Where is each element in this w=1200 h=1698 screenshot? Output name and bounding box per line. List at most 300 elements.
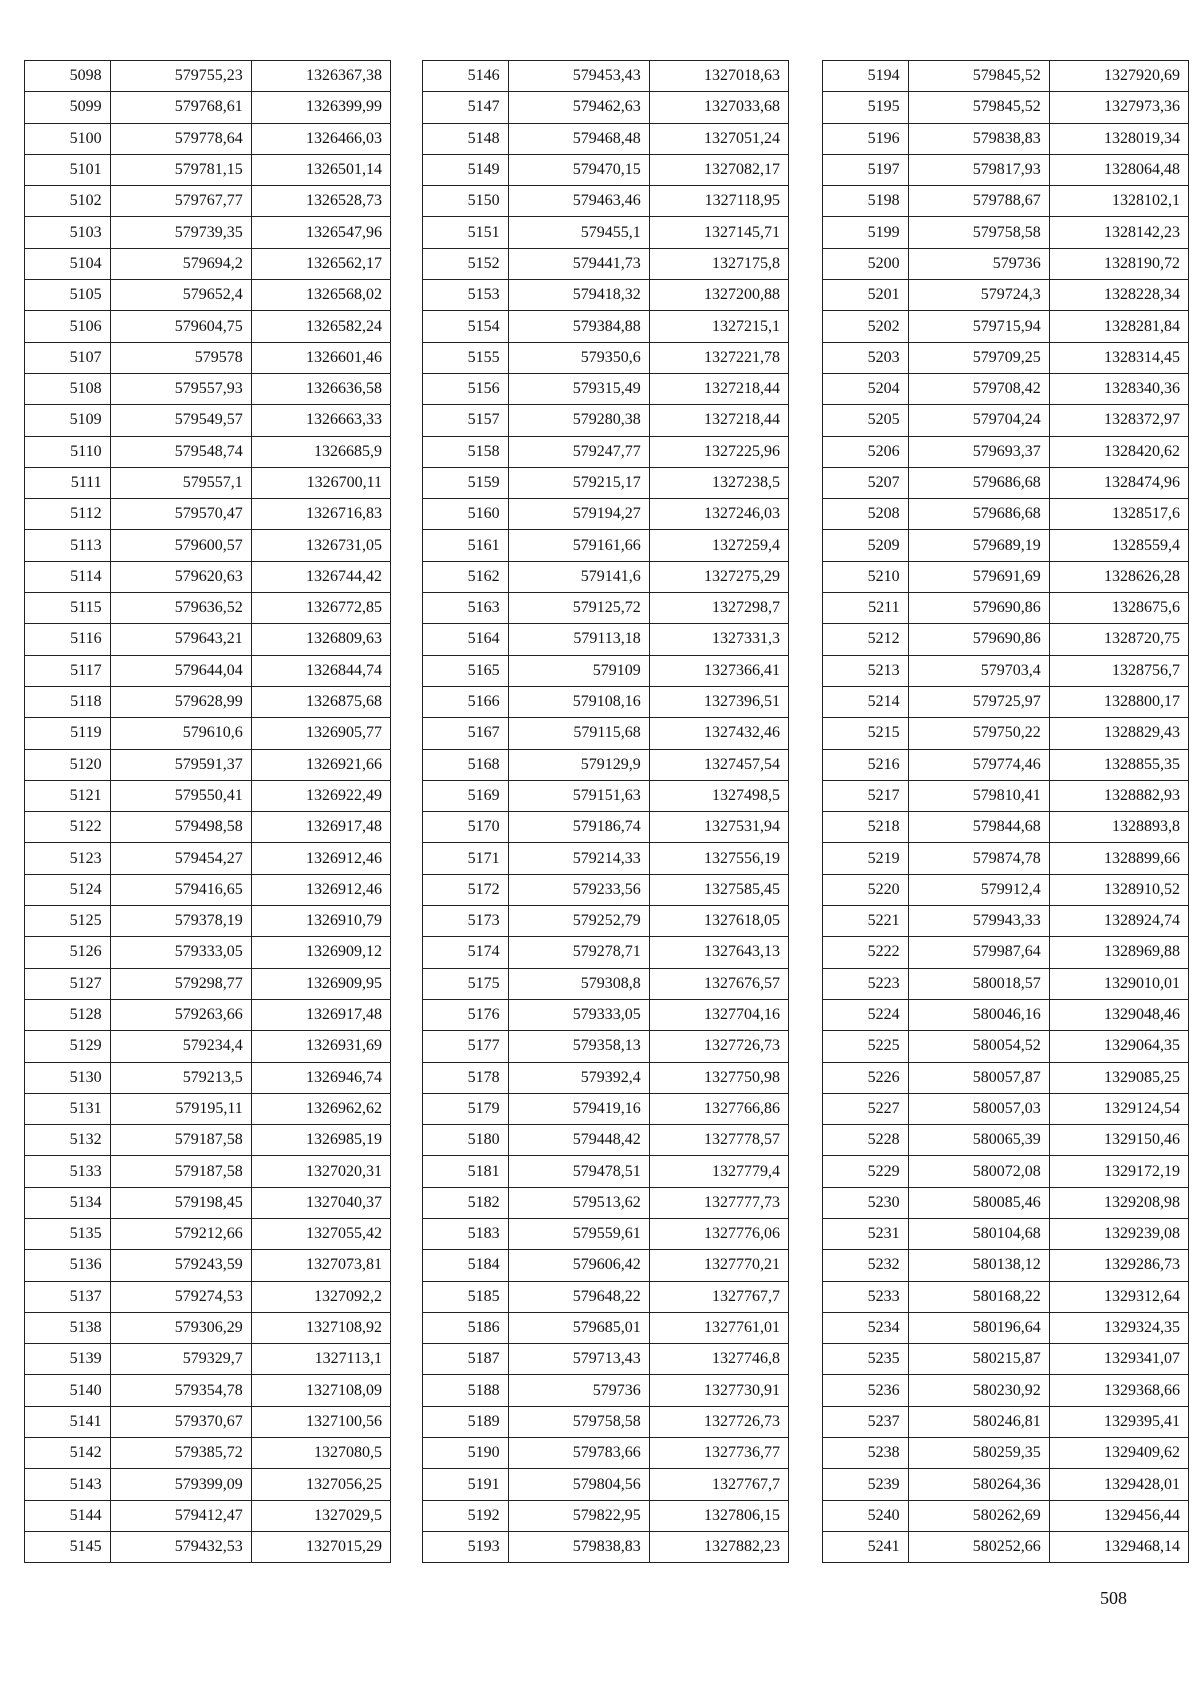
x-coordinate-cell: 579690,86 [908, 593, 1049, 624]
x-coordinate-cell: 579468,48 [508, 123, 649, 154]
x-coordinate-cell: 579557,93 [110, 373, 251, 404]
table-row [25, 373, 391, 404]
table-row [25, 530, 391, 561]
x-coordinate-cell: 579215,17 [508, 467, 649, 498]
point-number-cell: 5183 [423, 1218, 509, 1249]
table-row [423, 1031, 789, 1062]
x-coordinate-cell: 579783,66 [508, 1438, 649, 1469]
x-coordinate-cell: 579570,47 [110, 499, 251, 530]
x-coordinate-cell: 580046,16 [908, 999, 1049, 1030]
table-row [823, 1218, 1189, 1249]
point-number-cell: 5211 [823, 593, 909, 624]
table-row [25, 280, 391, 311]
point-number-cell: 5225 [823, 1031, 909, 1062]
point-number-cell: 5185 [423, 1281, 509, 1312]
y-coordinate-cell: 1328910,52 [1049, 874, 1188, 905]
table-row [823, 154, 1189, 185]
point-number-cell: 5175 [423, 968, 509, 999]
table-row [25, 123, 391, 154]
point-number-cell: 5136 [25, 1250, 111, 1281]
point-number-cell: 5107 [25, 342, 111, 373]
point-number-cell: 5103 [25, 217, 111, 248]
y-coordinate-cell: 1327585,45 [649, 874, 788, 905]
coordinates-table-2 [422, 60, 789, 1563]
x-coordinate-cell: 579750,22 [908, 718, 1049, 749]
point-number-cell: 5194 [823, 61, 909, 92]
table-row [823, 1187, 1189, 1218]
y-coordinate-cell: 1329428,01 [1049, 1469, 1188, 1500]
point-number-cell: 5233 [823, 1281, 909, 1312]
table-row [423, 1281, 789, 1312]
y-coordinate-cell: 1328675,6 [1049, 593, 1188, 624]
point-number-cell: 5230 [823, 1187, 909, 1218]
table-row [423, 593, 789, 624]
y-coordinate-cell: 1328924,74 [1049, 906, 1188, 937]
x-coordinate-cell: 580054,52 [908, 1031, 1049, 1062]
table-row [823, 1156, 1189, 1187]
table-row [423, 1156, 789, 1187]
point-number-cell: 5148 [423, 123, 509, 154]
point-number-cell: 5167 [423, 718, 509, 749]
y-coordinate-cell: 1328756,7 [1049, 655, 1188, 686]
y-coordinate-cell: 1328228,34 [1049, 280, 1188, 311]
point-number-cell: 5151 [423, 217, 509, 248]
table-row [423, 1438, 789, 1469]
y-coordinate-cell: 1328899,66 [1049, 843, 1188, 874]
y-coordinate-cell: 1327029,5 [251, 1500, 390, 1531]
point-number-cell: 5213 [823, 655, 909, 686]
point-number-cell: 5178 [423, 1062, 509, 1093]
y-coordinate-cell: 1327366,41 [649, 655, 788, 686]
point-number-cell: 5121 [25, 780, 111, 811]
point-number-cell: 5216 [823, 749, 909, 780]
table-row [423, 436, 789, 467]
point-number-cell: 5131 [25, 1093, 111, 1124]
x-coordinate-cell: 579713,43 [508, 1344, 649, 1375]
x-coordinate-cell: 579252,79 [508, 906, 649, 937]
y-coordinate-cell: 1328829,43 [1049, 718, 1188, 749]
table-row [823, 1031, 1189, 1062]
point-number-cell: 5193 [423, 1531, 509, 1562]
y-coordinate-cell: 1329064,35 [1049, 1031, 1188, 1062]
point-number-cell: 5192 [423, 1500, 509, 1531]
y-coordinate-cell: 1327200,88 [649, 280, 788, 311]
x-coordinate-cell: 579195,11 [110, 1093, 251, 1124]
y-coordinate-cell: 1329456,44 [1049, 1500, 1188, 1531]
y-coordinate-cell: 1327225,96 [649, 436, 788, 467]
point-number-cell: 5226 [823, 1062, 909, 1093]
table-row [823, 749, 1189, 780]
table-row [25, 968, 391, 999]
table-row [423, 1250, 789, 1281]
point-number-cell: 5158 [423, 436, 509, 467]
x-coordinate-cell: 580230,92 [908, 1375, 1049, 1406]
y-coordinate-cell: 1326912,46 [251, 874, 390, 905]
y-coordinate-cell: 1326962,62 [251, 1093, 390, 1124]
x-coordinate-cell: 579470,15 [508, 154, 649, 185]
x-coordinate-cell: 579636,52 [110, 593, 251, 624]
x-coordinate-cell: 579943,33 [908, 906, 1049, 937]
table-row [423, 1406, 789, 1437]
y-coordinate-cell: 1326875,68 [251, 686, 390, 717]
point-number-cell: 5142 [25, 1438, 111, 1469]
y-coordinate-cell: 1327082,17 [649, 154, 788, 185]
x-coordinate-cell: 579151,63 [508, 780, 649, 811]
x-coordinate-cell: 579329,7 [110, 1344, 251, 1375]
point-number-cell: 5191 [423, 1469, 509, 1500]
y-coordinate-cell: 1328190,72 [1049, 248, 1188, 279]
x-coordinate-cell: 579161,66 [508, 530, 649, 561]
x-coordinate-cell: 580196,64 [908, 1312, 1049, 1343]
x-coordinate-cell: 579274,53 [110, 1281, 251, 1312]
y-coordinate-cell: 1327056,25 [251, 1469, 390, 1500]
point-number-cell: 5147 [423, 92, 509, 123]
y-coordinate-cell: 1327746,8 [649, 1344, 788, 1375]
y-coordinate-cell: 1327118,95 [649, 186, 788, 217]
table-row [823, 874, 1189, 905]
y-coordinate-cell: 1328064,48 [1049, 154, 1188, 185]
table-row [823, 1500, 1189, 1531]
point-number-cell: 5239 [823, 1469, 909, 1500]
table-row [823, 373, 1189, 404]
y-coordinate-cell: 1327073,81 [251, 1250, 390, 1281]
y-coordinate-cell: 1326946,74 [251, 1062, 390, 1093]
point-number-cell: 5240 [823, 1500, 909, 1531]
point-number-cell: 5165 [423, 655, 509, 686]
y-coordinate-cell: 1326562,17 [251, 248, 390, 279]
x-coordinate-cell: 579370,67 [110, 1406, 251, 1437]
y-coordinate-cell: 1327770,21 [649, 1250, 788, 1281]
x-coordinate-cell: 580057,03 [908, 1093, 1049, 1124]
table-row [823, 1281, 1189, 1312]
y-coordinate-cell: 1327020,31 [251, 1156, 390, 1187]
y-coordinate-cell: 1327108,92 [251, 1312, 390, 1343]
x-coordinate-cell: 579453,43 [508, 61, 649, 92]
point-number-cell: 5196 [823, 123, 909, 154]
y-coordinate-cell: 1326910,79 [251, 906, 390, 937]
point-number-cell: 5229 [823, 1156, 909, 1187]
table-row [823, 843, 1189, 874]
point-number-cell: 5102 [25, 186, 111, 217]
y-coordinate-cell: 1327218,44 [649, 405, 788, 436]
table-row [823, 906, 1189, 937]
table-row [25, 1250, 391, 1281]
x-coordinate-cell: 579263,66 [110, 999, 251, 1030]
table-row [25, 874, 391, 905]
table-row [423, 186, 789, 217]
x-coordinate-cell: 579399,09 [110, 1469, 251, 1500]
y-coordinate-cell: 1329208,98 [1049, 1187, 1188, 1218]
point-number-cell: 5169 [423, 780, 509, 811]
y-coordinate-cell: 1327778,57 [649, 1125, 788, 1156]
x-coordinate-cell: 579308,8 [508, 968, 649, 999]
point-number-cell: 5172 [423, 874, 509, 905]
point-number-cell: 5132 [25, 1125, 111, 1156]
x-coordinate-cell: 579513,62 [508, 1187, 649, 1218]
page-number: 508 [1100, 1588, 1127, 1608]
x-coordinate-cell: 579233,56 [508, 874, 649, 905]
y-coordinate-cell: 1326685,9 [251, 436, 390, 467]
x-coordinate-cell: 579478,51 [508, 1156, 649, 1187]
point-number-cell: 5197 [823, 154, 909, 185]
x-coordinate-cell: 579844,68 [908, 812, 1049, 843]
point-number-cell: 5122 [25, 812, 111, 843]
table-row [823, 718, 1189, 749]
x-coordinate-cell: 579694,2 [110, 248, 251, 279]
y-coordinate-cell: 1327108,09 [251, 1375, 390, 1406]
x-coordinate-cell: 579354,78 [110, 1375, 251, 1406]
table-row [25, 1125, 391, 1156]
table-row [823, 311, 1189, 342]
table-row [823, 1438, 1189, 1469]
y-coordinate-cell: 1329239,08 [1049, 1218, 1188, 1249]
table-row [25, 1093, 391, 1124]
y-coordinate-cell: 1327015,29 [251, 1531, 390, 1562]
table-row [423, 686, 789, 717]
y-coordinate-cell: 1328340,36 [1049, 373, 1188, 404]
table-row [823, 248, 1189, 279]
x-coordinate-cell: 579788,67 [908, 186, 1049, 217]
table-row [823, 1531, 1189, 1562]
point-number-cell: 5100 [25, 123, 111, 154]
x-coordinate-cell: 580252,66 [908, 1531, 1049, 1562]
x-coordinate-cell: 579685,01 [508, 1312, 649, 1343]
table-row [25, 1187, 391, 1218]
point-number-cell: 5124 [25, 874, 111, 905]
table-row [423, 968, 789, 999]
coordinates-table-1 [24, 60, 391, 1563]
x-coordinate-cell: 580168,22 [908, 1281, 1049, 1312]
table-row [25, 1156, 391, 1187]
x-coordinate-cell: 579463,46 [508, 186, 649, 217]
point-number-cell: 5144 [25, 1500, 111, 1531]
y-coordinate-cell: 1327246,03 [649, 499, 788, 530]
y-coordinate-cell: 1326917,48 [251, 999, 390, 1030]
x-coordinate-cell: 579315,49 [508, 373, 649, 404]
x-coordinate-cell: 579691,69 [908, 561, 1049, 592]
x-coordinate-cell: 579333,05 [110, 937, 251, 968]
point-number-cell: 5223 [823, 968, 909, 999]
x-coordinate-cell: 579198,45 [110, 1187, 251, 1218]
table-row [423, 280, 789, 311]
y-coordinate-cell: 1327766,86 [649, 1093, 788, 1124]
y-coordinate-cell: 1329341,07 [1049, 1344, 1188, 1375]
point-number-cell: 5214 [823, 686, 909, 717]
table-row [823, 1125, 1189, 1156]
table-row [823, 92, 1189, 123]
x-coordinate-cell: 580072,08 [908, 1156, 1049, 1187]
point-number-cell: 5174 [423, 937, 509, 968]
table-row [423, 342, 789, 373]
table-row [823, 217, 1189, 248]
point-number-cell: 5154 [423, 311, 509, 342]
table-row [25, 1438, 391, 1469]
y-coordinate-cell: 1326905,77 [251, 718, 390, 749]
point-number-cell: 5187 [423, 1344, 509, 1375]
table-row [823, 1250, 1189, 1281]
y-coordinate-cell: 1328474,96 [1049, 467, 1188, 498]
point-number-cell: 5145 [25, 1531, 111, 1562]
y-coordinate-cell: 1326700,11 [251, 467, 390, 498]
y-coordinate-cell: 1326663,33 [251, 405, 390, 436]
x-coordinate-cell: 579392,4 [508, 1062, 649, 1093]
point-number-cell: 5210 [823, 561, 909, 592]
x-coordinate-cell: 579462,63 [508, 92, 649, 123]
point-number-cell: 5108 [25, 373, 111, 404]
point-number-cell: 5140 [25, 1375, 111, 1406]
table-row [823, 1093, 1189, 1124]
y-coordinate-cell: 1327750,98 [649, 1062, 788, 1093]
point-number-cell: 5221 [823, 906, 909, 937]
table-row [423, 655, 789, 686]
point-number-cell: 5146 [423, 61, 509, 92]
x-coordinate-cell: 580259,35 [908, 1438, 1049, 1469]
y-coordinate-cell: 1327238,5 [649, 467, 788, 498]
table-row [25, 436, 391, 467]
table-row [423, 999, 789, 1030]
x-coordinate-cell: 579441,73 [508, 248, 649, 279]
point-number-cell: 5171 [423, 843, 509, 874]
table-row [823, 937, 1189, 968]
point-number-cell: 5237 [823, 1406, 909, 1437]
table-row [823, 530, 1189, 561]
y-coordinate-cell: 1327396,51 [649, 686, 788, 717]
table-row [25, 999, 391, 1030]
x-coordinate-cell: 579455,1 [508, 217, 649, 248]
y-coordinate-cell: 1327776,06 [649, 1218, 788, 1249]
table-row [423, 123, 789, 154]
point-number-cell: 5139 [25, 1344, 111, 1375]
y-coordinate-cell: 1327618,05 [649, 906, 788, 937]
y-coordinate-cell: 1327033,68 [649, 92, 788, 123]
table-row [823, 999, 1189, 1030]
y-coordinate-cell: 1328800,17 [1049, 686, 1188, 717]
table-row [423, 1062, 789, 1093]
point-number-cell: 5238 [823, 1438, 909, 1469]
y-coordinate-cell: 1329010,01 [1049, 968, 1188, 999]
table-row [25, 1031, 391, 1062]
point-number-cell: 5227 [823, 1093, 909, 1124]
point-number-cell: 5182 [423, 1187, 509, 1218]
point-number-cell: 5135 [25, 1218, 111, 1249]
y-coordinate-cell: 1326912,46 [251, 843, 390, 874]
point-number-cell: 5143 [25, 1469, 111, 1500]
x-coordinate-cell: 579419,16 [508, 1093, 649, 1124]
x-coordinate-cell: 580018,57 [908, 968, 1049, 999]
point-number-cell: 5129 [25, 1031, 111, 1062]
point-number-cell: 5219 [823, 843, 909, 874]
x-coordinate-cell: 579212,66 [110, 1218, 251, 1249]
y-coordinate-cell: 1327726,73 [649, 1031, 788, 1062]
table-row [423, 1469, 789, 1500]
x-coordinate-cell: 579384,88 [508, 311, 649, 342]
table-row [423, 1312, 789, 1343]
table-row [423, 561, 789, 592]
y-coordinate-cell: 1327726,73 [649, 1406, 788, 1437]
y-coordinate-cell: 1327643,13 [649, 937, 788, 968]
point-number-cell: 5116 [25, 624, 111, 655]
x-coordinate-cell: 580104,68 [908, 1218, 1049, 1249]
table-row [25, 92, 391, 123]
table-row [25, 906, 391, 937]
y-coordinate-cell: 1327331,3 [649, 624, 788, 655]
x-coordinate-cell: 579600,57 [110, 530, 251, 561]
table-row [423, 217, 789, 248]
x-coordinate-cell: 579213,5 [110, 1062, 251, 1093]
x-coordinate-cell: 579109 [508, 655, 649, 686]
x-coordinate-cell: 579186,74 [508, 812, 649, 843]
table-row [423, 1500, 789, 1531]
x-coordinate-cell: 579686,68 [908, 467, 1049, 498]
y-coordinate-cell: 1328893,8 [1049, 812, 1188, 843]
x-coordinate-cell: 580262,69 [908, 1500, 1049, 1531]
table-row [25, 248, 391, 279]
y-coordinate-cell: 1329395,41 [1049, 1406, 1188, 1437]
point-number-cell: 5160 [423, 499, 509, 530]
point-number-cell: 5149 [423, 154, 509, 185]
x-coordinate-cell: 579838,83 [508, 1531, 649, 1562]
x-coordinate-cell: 579378,19 [110, 906, 251, 937]
y-coordinate-cell: 1326909,12 [251, 937, 390, 968]
table-row [25, 154, 391, 185]
x-coordinate-cell: 579412,47 [110, 1500, 251, 1531]
point-number-cell: 5186 [423, 1312, 509, 1343]
table-row [423, 499, 789, 530]
y-coordinate-cell: 1327777,73 [649, 1187, 788, 1218]
point-number-cell: 5234 [823, 1312, 909, 1343]
y-coordinate-cell: 1327051,24 [649, 123, 788, 154]
table-row [423, 311, 789, 342]
y-coordinate-cell: 1326921,66 [251, 749, 390, 780]
y-coordinate-cell: 1326399,99 [251, 92, 390, 123]
table-row [25, 217, 391, 248]
table-row [423, 624, 789, 655]
y-coordinate-cell: 1326528,73 [251, 186, 390, 217]
point-number-cell: 5235 [823, 1344, 909, 1375]
point-number-cell: 5184 [423, 1250, 509, 1281]
y-coordinate-cell: 1327100,56 [251, 1406, 390, 1437]
x-coordinate-cell: 579591,37 [110, 749, 251, 780]
y-coordinate-cell: 1327215,1 [649, 311, 788, 342]
table-row [25, 718, 391, 749]
y-coordinate-cell: 1326547,96 [251, 217, 390, 248]
x-coordinate-cell: 579108,16 [508, 686, 649, 717]
point-number-cell: 5179 [423, 1093, 509, 1124]
point-number-cell: 5217 [823, 780, 909, 811]
table-row [823, 1062, 1189, 1093]
table-row [25, 686, 391, 717]
point-number-cell: 5166 [423, 686, 509, 717]
point-number-cell: 5105 [25, 280, 111, 311]
x-coordinate-cell: 579810,41 [908, 780, 1049, 811]
table-row [423, 467, 789, 498]
table-row [25, 1531, 391, 1562]
x-coordinate-cell: 579113,18 [508, 624, 649, 655]
table-row [823, 280, 1189, 311]
x-coordinate-cell: 579689,19 [908, 530, 1049, 561]
x-coordinate-cell: 579686,68 [908, 499, 1049, 530]
point-number-cell: 5118 [25, 686, 111, 717]
point-number-cell: 5163 [423, 593, 509, 624]
point-number-cell: 5224 [823, 999, 909, 1030]
table-row [25, 1062, 391, 1093]
table-row [823, 1344, 1189, 1375]
x-coordinate-cell: 579725,97 [908, 686, 1049, 717]
table-row [423, 1344, 789, 1375]
point-number-cell: 5126 [25, 937, 111, 968]
x-coordinate-cell: 579724,3 [908, 280, 1049, 311]
x-coordinate-cell: 579768,61 [110, 92, 251, 123]
